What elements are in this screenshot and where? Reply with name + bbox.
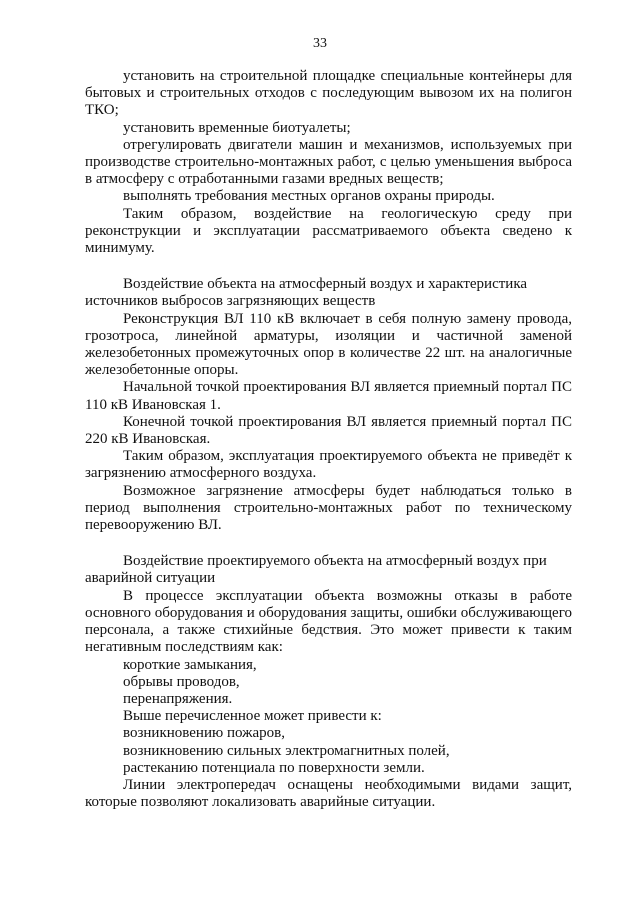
list-item: обрывы проводов,: [123, 673, 240, 690]
list-item: возникновению пожаров,: [123, 725, 285, 742]
paragraph: Конечной точкой проектирования ВЛ является приемный портал ПС 220 кВ Ивановская.: [85, 413, 572, 448]
section-heading: Воздействие проектируемого объекта на атмосферный воздух при аварийной ситуации: [85, 553, 547, 587]
paragraph: установить временные биотуалеты;: [123, 119, 351, 136]
paragraph: В процессе эксплуатации объекта возможны отказы в работе основного оборудования и оборудования защиты, ошибки обслуживающего персонала, а также стихийные бедствия. Это может привести к таким негативным последствиям как:: [85, 587, 572, 656]
section-gap: [85, 257, 572, 276]
paragraph: Таким образом, эксплуатация проектируемого объекта не приведёт к загрязнению атмосферного воздуха.: [85, 448, 572, 482]
page-number: 33: [313, 36, 327, 51]
paragraph: отрегулировать двигатели машин и механизмов, используемых при производстве строительно-монтажных работ, с целью уменьшения выброса в атмосферу с отработанными газами вредных веществ;: [85, 136, 572, 188]
paragraph: установить на строительной площадке специальные контейнеры для бытовых и строительных отходов с последующим вывозом их на полигон ТКО;: [85, 68, 572, 119]
list-item: короткие замыкания,: [123, 656, 257, 673]
list-item: возникновению сильных электромагнитных полей,: [123, 742, 450, 759]
list-item: перенапряжения.: [123, 690, 233, 707]
paragraph: Линии электропередач оснащены необходимыми видами защит, которые позволяют локализовать аварийные ситуации.: [85, 776, 572, 811]
paragraph: Начальной точкой проектирования ВЛ является приемный портал ПС 110 кВ Ивановская 1.: [85, 379, 572, 413]
paragraph: Возможное загрязнение атмосферы будет наблюдаться только в период выполнения строительно-монтажных работ по техническому перевооружению ВЛ.: [85, 482, 572, 534]
paragraph: Таким образом, воздействие на геологическую среду при реконструкции и эксплуатации рассматриваемого объекта сведено к минимуму.: [85, 205, 572, 257]
section-gap: [85, 534, 572, 553]
page-content: [85, 68, 572, 811]
list-item: растеканию потенциала по поверхности земли.: [123, 759, 425, 776]
paragraph: Выше перечисленное может привести к:: [123, 708, 382, 725]
paragraph: выполнять требования местных органов охраны природы.: [123, 188, 495, 205]
paragraph: Реконструкция ВЛ 110 кВ включает в себя полную замену провода, грозотроса, линейной арматуры, изоляции и частичной заменой железобетонных промежуточных опор в количестве 22 шт. на аналогичные железобетонные опоры.: [85, 310, 572, 379]
section-heading: Воздействие объекта на атмосферный воздух и характеристика источников выбросов загрязняющих веществ: [85, 276, 528, 310]
